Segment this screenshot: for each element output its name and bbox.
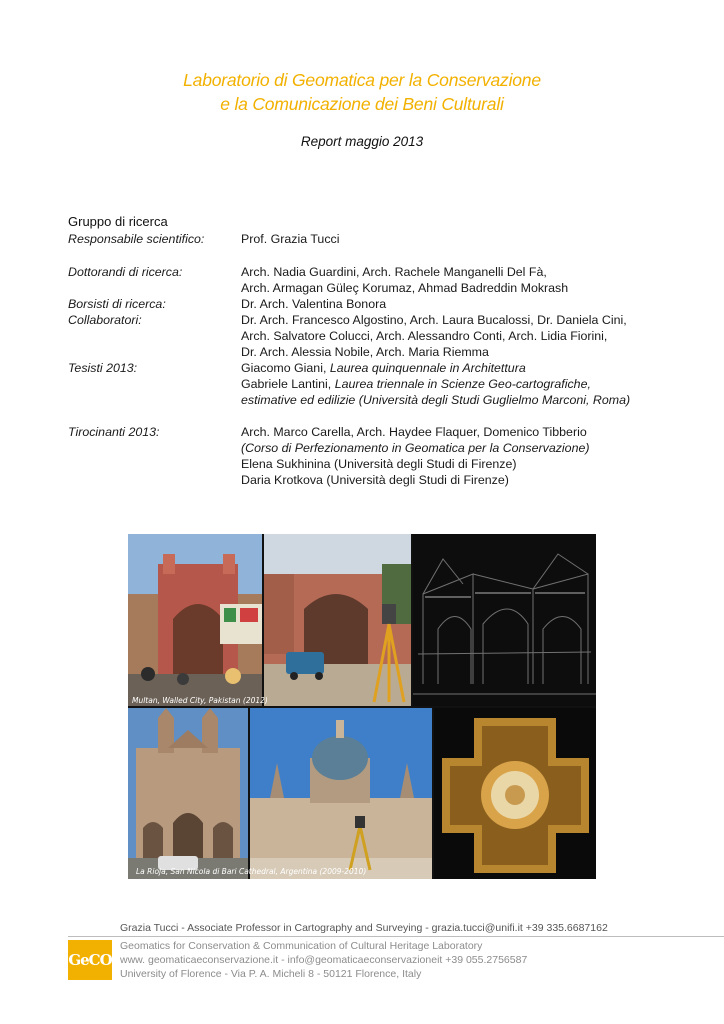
row-value: Giacomo Giani, Laurea quinquennale in Architettura [241,361,526,375]
row-value: Dr. Arch. Alessia Nobile, Arch. Maria Riemma [241,345,489,359]
caption-la-rioja: La Rioja, San Nicola di Bari Cathedral, Argentina (2009-2010) [136,867,367,876]
photo-collage [128,534,596,879]
footer-lab-info [120,940,527,981]
title-line-1: Laboratorio di Geomatica per la Conservazione [183,70,541,90]
photo-cathedral-dome [250,708,432,879]
footer-divider [68,936,724,937]
row-value: estimative ed edilizie (Università degli Studi Guglielmo Marconi, Roma) [241,393,631,407]
report-subtitle: Report maggio 2013 [300,134,424,149]
row-value: Arch. Marco Carella, Arch. Haydee Flaquer, Domenico Tibberio [241,425,587,439]
row-label: Borsisti di ricerca: [68,297,166,311]
row-value: Prof. Grazia Tucci [241,232,340,246]
title-line-2: e la Comunicazione dei Beni Culturali [220,94,504,114]
photo-dome-interior [434,708,596,879]
caption-multan: Multan, Walled City, Pakistan (2012) [132,696,268,705]
footer-lab-name: Geomatics for Conservation & Communication of Cultural Heritage Laboratory [120,940,483,952]
row-value: Daria Krotkova (Università degli Studi di Firenze) [241,473,509,487]
row-value: Arch. Nadia Guardini, Arch. Rachele Manganelli Del Fà, [241,265,547,279]
row-value: Elena Sukhinina (Università degli Studi di Firenze) [241,457,517,471]
footer-address: University of Florence - Via P. A. Micheli 8 - 50121 Florence, Italy [120,967,422,980]
footer-contact: Grazia Tucci - Associate Professor in Cartography and Surveying - grazia.tucci@unifi.it +39 335.6687162 [120,922,608,934]
row-label: Tirocinanti 2013: [68,425,160,439]
row-value: Gabriele Lantini, Laurea triennale in Scienze Geo-cartografiche, [241,377,591,391]
row-value: Dr. Arch. Francesco Algostino, Arch. Laura Bucalossi, Dr. Daniela Cini, [241,313,627,327]
row-label: Dottorandi di ricerca: [68,265,183,279]
photo-multan-gate [128,534,262,706]
geco-logo: GeCO [68,940,112,980]
report-title [0,68,724,116]
group-title: Gruppo di ricerca [68,214,168,229]
row-value: (Corso di Perfezionamento in Geomatica per la Conservazione) [241,441,590,455]
row-label: Collaboratori: [68,313,142,327]
row-value: Dr. Arch. Valentina Bonora [241,297,387,311]
row-label: Tesisti 2013: [68,361,138,375]
footer-web: www. geomaticaeconservazione.it - info@geomaticaeconservazioneit +39 055.2756587 [120,953,528,966]
photo-multan-scanner [264,534,411,706]
row-value: Arch. Armagan Güleç Korumaz, Ahmad Badreddin Mokrash [241,281,569,295]
row-value: Arch. Salvatore Colucci, Arch. Alessandro Conti, Arch. Lidia Fiorini, [241,329,608,343]
photo-point-cloud [413,534,596,706]
photo-cathedral-front [128,708,248,879]
row-label: Responsabile scientifico: [68,232,205,246]
